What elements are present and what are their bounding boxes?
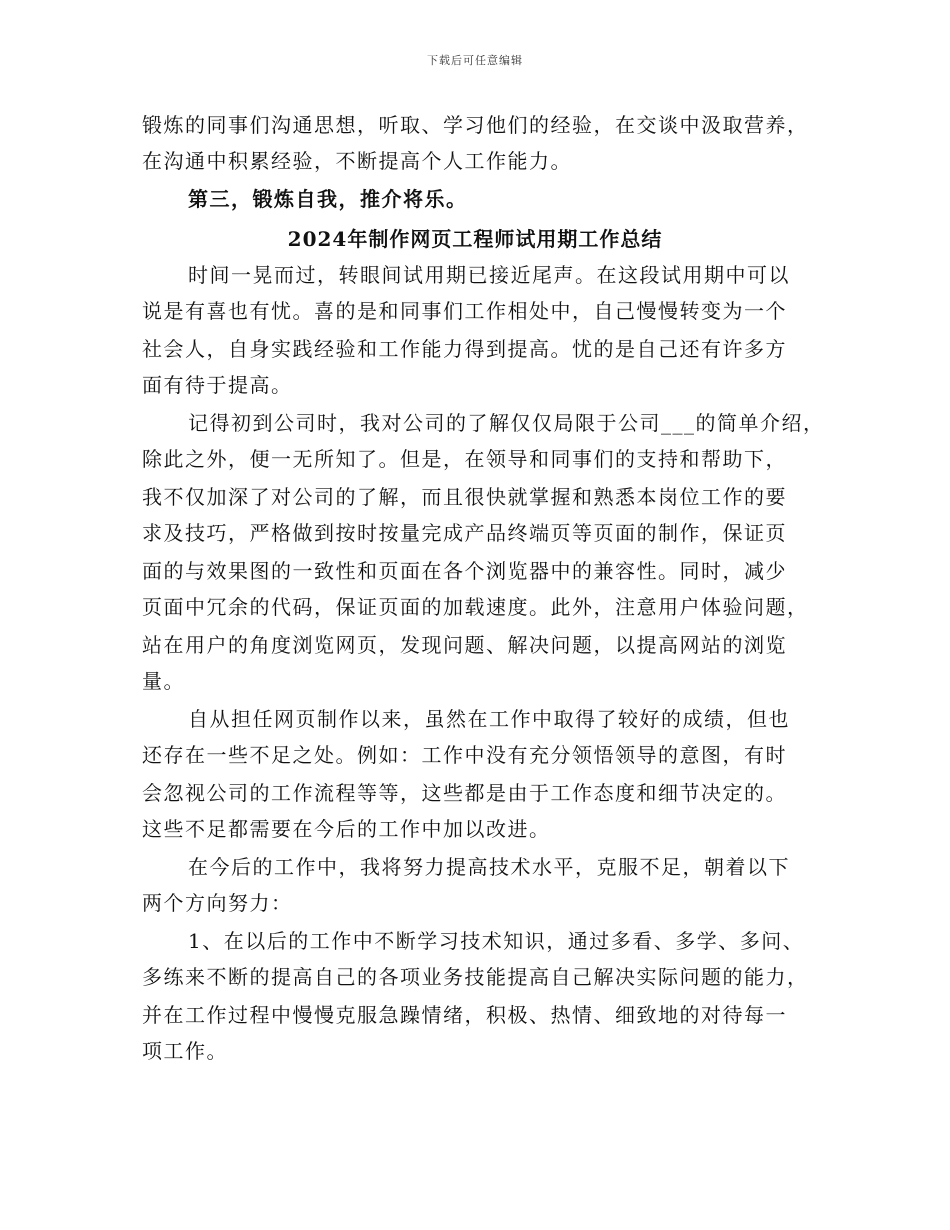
paragraph-line: 求及技巧，严格做到按时按量完成产品终端页等页面的制作，保证页 — [142, 521, 787, 545]
paragraph-line: 这些不足都需要在今后的工作中加以改进。 — [142, 817, 551, 841]
paragraph-line: 两个方向努力： — [142, 891, 293, 915]
paragraph-line: 我不仅加深了对公司的了解，而且很快就掌握和熟悉本岗位工作的要 — [142, 485, 787, 509]
paragraph-line: 锻炼的同事们沟通思想，听取、学习他们的经验，在交谈中汲取营养， — [142, 113, 809, 137]
paragraph-line: 面有待于提高。 — [142, 373, 293, 397]
paragraph-line: 在沟通中积累经验，不断提高个人工作能力。 — [142, 149, 572, 173]
paragraph-line: 站在用户的角度浏览网页，发现问题、解决问题，以提高网站的浏览 — [142, 633, 787, 657]
document-title: 2024年制作网页工程师试用期工作总结 — [287, 227, 663, 251]
paragraph-line: 除此之外，便一无所知了。但是，在领导和同事们的支持和帮助下， — [142, 447, 787, 471]
paragraph-line: 页面中冗余的代码，保证页面的加载速度。此外，注意用户体验问题， — [142, 595, 809, 619]
paragraph-line: 在今后的工作中，我将努力提高技术水平，克服不足，朝着以下 — [188, 855, 790, 879]
paragraph-line: 会忽视公司的工作流程等等，这些都是由于工作态度和细节决定的。 — [142, 781, 787, 805]
paragraph-line: 记得初到公司时，我对公司的了解仅仅局限于公司___的简单介绍， — [188, 411, 825, 435]
list-item-line: 多练来不断的提高自己的各项业务技能提高自己解决实际问题的能力， — [142, 965, 809, 989]
list-item-line: 并在工作过程中慢慢克服急躁情绪，积极、热情、细致地的对待每一 — [142, 1003, 787, 1027]
paragraph-line: 自从担任网页制作以来，虽然在工作中取得了较好的成绩，但也 — [188, 707, 790, 731]
paragraph-line: 面的与效果图的一致性和页面在各个浏览器中的兼容性。同时，减少 — [142, 559, 787, 583]
paragraph-line: 说是有喜也有忧。喜的是和同事们工作相处中，自己慢慢转变为一个 — [142, 299, 787, 323]
paragraph-line: 量。 — [142, 669, 185, 693]
paragraph-line: 时间一晃而过，转眼间试用期已接近尾声。在这段试用期中可以 — [188, 263, 790, 287]
list-item-line: 1、在以后的工作中不断学习技术知识，通过多看、多学、多问、 — [188, 929, 805, 953]
section-heading: 第三，锻炼自我，推介将乐。 — [188, 187, 468, 211]
page-header: 下载后可任意编辑 — [427, 54, 523, 67]
paragraph-line: 社会人，自身实践经验和工作能力得到提高。忧的是自己还有许多方 — [142, 337, 787, 361]
list-item-line: 项工作。 — [142, 1039, 228, 1063]
paragraph-line: 还存在一些不足之处。例如：工作中没有充分领悟领导的意图，有时 — [142, 743, 787, 767]
